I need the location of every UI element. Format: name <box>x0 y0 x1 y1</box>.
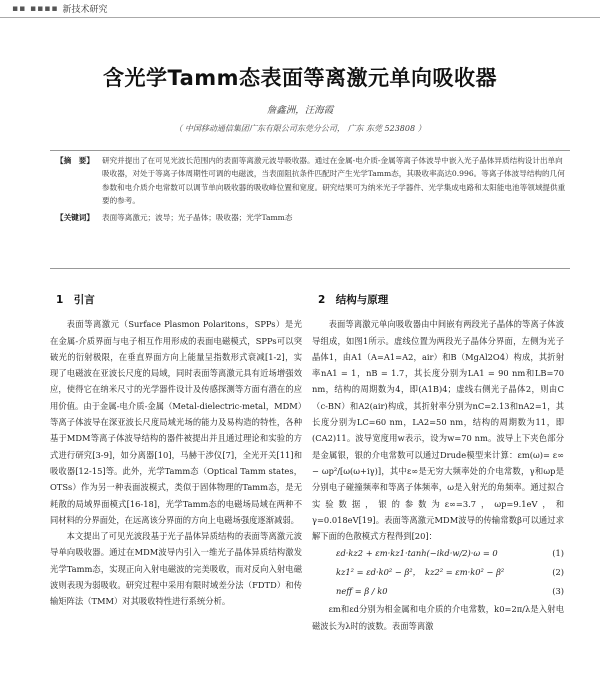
abstract-label: 【摘 要】 <box>56 156 94 165</box>
structure-paragraph-1: 表面等离激元单向吸收器由中间嵌有两段光子晶体的等离子体波导组成，如图1所示。虚线位置为两段光子晶体分界面，左侧为光子晶体1，由A1（A=A1=A2，air）和B（MgAl2O4）构成，其折射率nA1 = 1，nB = 1.7，其长度分别为LA1 = 90 nm和LB=70 nm，结构的周期数为4，即(A1B)4；虚线右侧光子晶体2，则由C（c-BN）和A2(air)构成，其折射率分别为nC=2.13和nA2=1，其长度分别为LC=60 nm，LA2=50 nm，结构的周期数为11，即(CA2)11。波导宽度用w表示，设为w=70 nm。波导上下夹色部分是金属银，银的介电常数可以通过Drude模型来计算：εm(ω)= ε∞ − ωp²/[ω(ω+iγ)]，其中ε∞是无穷大频率处的介电常数，γ和ωp是分别电子碰撞频率和等离子体频率，ω是入射光的角频率。通过拟合实验数据，银的参数为ε∞=3.7，ωp=9.1eV，和γ=0.018eV[19]。表面等离激元MDM波导的传输常数β可以通过求解下面的色散模式方程得到[20]： <box>312 319 564 542</box>
keywords-text: 表面等离激元；波导；光子晶体；吸收器；光学Tamm态 <box>102 212 293 222</box>
abstract-block <box>56 154 566 224</box>
section-heading-structure: 2 结构与原理 <box>318 294 389 306</box>
paper-affiliation: （ 中国移动通信集团广东有限公司东莞分公司， 广东 东莞 523808 ） <box>174 124 426 133</box>
equation-1-number: (1) <box>552 548 564 559</box>
keywords-label: 【关键词】 <box>56 212 94 222</box>
equation-3 <box>312 582 564 601</box>
equation-3-number: (3) <box>552 586 564 597</box>
abstract-bottom-rule <box>50 268 570 269</box>
equation-2 <box>312 563 564 582</box>
structure-paragraph-2: εm和εd分别为相金属和电介质的介电常数，k0=2π/λ是入射电磁波长为λ时的波数。表面等离激 <box>312 604 564 631</box>
equation-2-body: kz1² = εd·k0² − β²， kz2² = εm·k0² − β² <box>336 567 505 578</box>
equation-1-body: εd·kz2 + εm·kz1·tanh(−ikd·w/2)·ω = 0 <box>336 548 498 559</box>
header-dots: ▪▪ ▪▪▪▪ <box>12 3 59 14</box>
abstract-top-rule <box>50 150 570 151</box>
running-header <box>0 0 600 18</box>
left-column <box>50 280 302 610</box>
intro-paragraph-2: 本文提出了可见光波段基于光子晶体异质结构的表面等离激元波导单向吸收器。通过在MDM波导内引入一维光子晶体异质结构激发光学Tamm态，实现正向入射电磁波的完美吸收，而对反向入射电磁波则表现为弱吸收。研究过程中采用有限时域差分法（FDTD）和传输矩阵法（TMM）对其吸收特性进行系统分析。 <box>50 531 302 607</box>
equation-3-body: neff = β / k0 <box>336 586 388 597</box>
section-heading-intro: 1 引言 <box>56 294 95 306</box>
paper-title: 含光学Tamm态表面等离激元单向吸收器 <box>102 66 498 90</box>
paper-authors: 詹鑫洲，汪海霞 <box>266 105 334 116</box>
keywords-row <box>56 211 566 224</box>
abstract-text: 研究并提出了在可见光波长范围内的表面等离激元波导吸收器。通过在金属-电介质-金属等离子体波导中嵌入光子晶体异质结构设计出单向吸收器，对处于等离子体周期性可调的电磁波，当表面阻抗条件匹配时产生光学Tamm态，其吸收率高达0.996。等离子体波导结构的几何参数和电介质介电常数可以调节单向吸收器的吸收峰位置和宽度。研究结果可为纳米光子学器件、光学集成电路和太阳能电池等领域提供重要的参考。 <box>102 156 566 206</box>
equation-1 <box>312 544 564 563</box>
right-column <box>312 280 564 634</box>
header-label: 新技术研究 <box>62 5 108 15</box>
abstract-row <box>56 154 566 208</box>
intro-paragraph-1: 表面等离激元（Surface Plasmon Polaritons，SPPs）是光在金属-介质界面与电子相互作用形成的表面电磁模式，SPPs可以突破光的衍射极限，在垂直界面方向上能量呈指数形式衰减[1-2]，实现了电磁波在亚波长尺度的局域，同时表面等离激元具有近场增强效应，使得它在纳米尺寸的光学器件设计及传感探测等方面有潜在的应用价值。由于金属-电介质-金属（Metal-dielectric-metal，MDM）等离子体波导在深亚波长尺度局域光场的能力及易构造的特性，各种基于MDM等离子体波导结构的器件被提出并且通过理论和实验的方式进行研究[3-9]，如分离器[10]，马赫干涉仪[7]，全光开关[11]和吸收器[12-15]等。此外，光学Tamm态（Optical Tamm states，OTSs）作为另一种表面波模式，类似于固体物理的Tamm态，是无耗散的局域界面模式[16-18]，光学Tamm态的电磁场局域在两种不同材料的分界面处，在远离该分界面的方向上电磁场强度逐渐减弱。 <box>50 319 302 525</box>
equation-2-number: (2) <box>552 567 564 578</box>
